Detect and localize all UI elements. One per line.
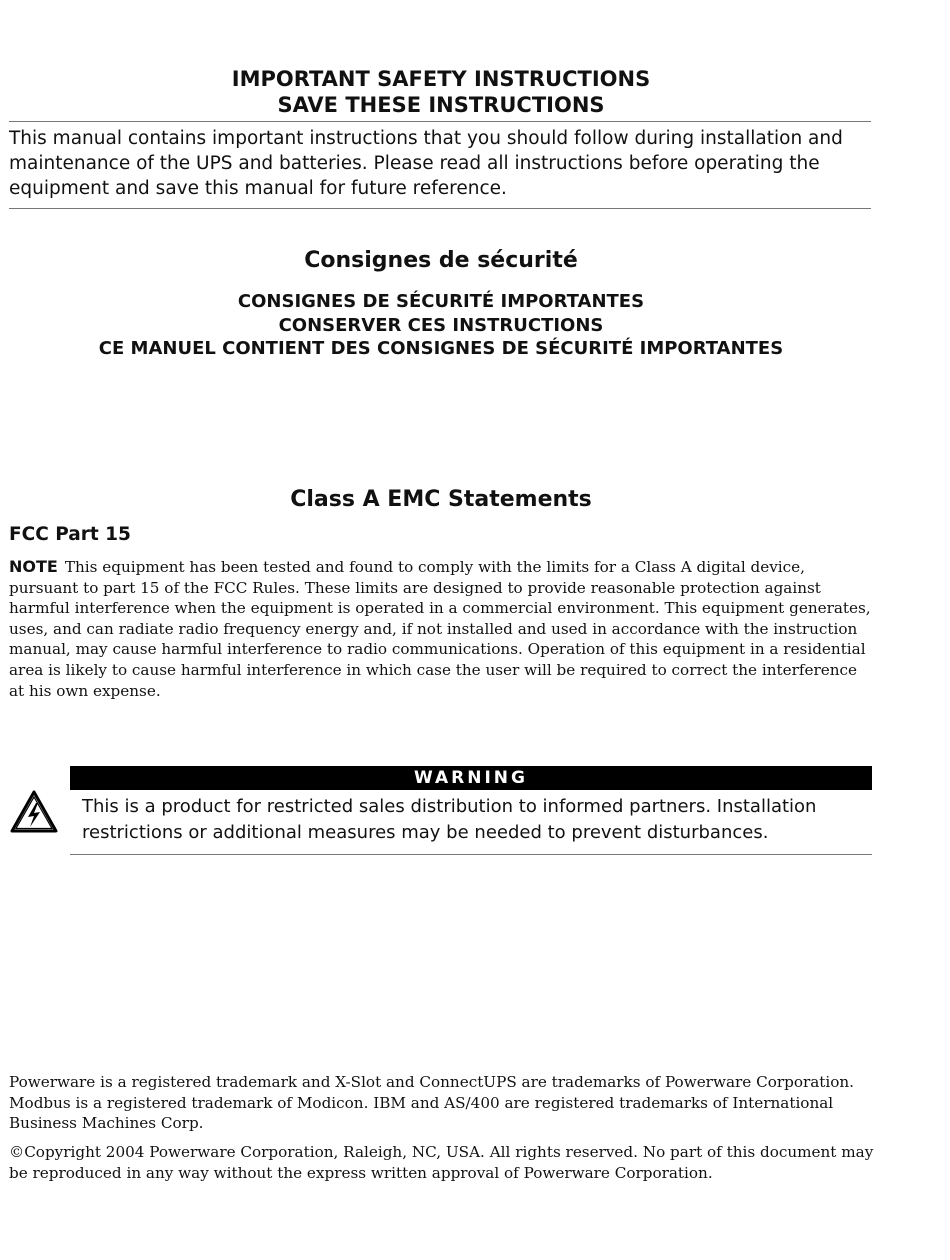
note-text: This equipment has been tested and found to comply with the limits for a Class A digital device, pursuant to part 15 of the FCC Rules. These limits are designed to provide reasonable protection against harmful interference when the equipment is operated in a commercial environment. This equipment generates, uses, and can radiate radio frequency energy and, if not installed and used in accordance with the instruction manual, may cause harmful interference to radio communications. Operation of this equipment in a residential area is likely to cause harmful interference in which case the user will be required to correct the interference at his own expense. bbox=[9, 558, 871, 700]
note-label: NOTE bbox=[9, 557, 58, 576]
warning-text: This is a product for restricted sales distribution to informed partners. Installation restrictions or additional measures may be needed to prevent disturbances. bbox=[82, 796, 817, 843]
divider bbox=[9, 208, 871, 209]
fcc-subtitle: FCC Part 15 bbox=[9, 524, 131, 545]
french-safety-title: Consignes de sécurité bbox=[304, 248, 578, 273]
french-line-2: CONSERVER CES INSTRUCTIONS bbox=[278, 314, 604, 336]
safety-header bbox=[9, 66, 873, 118]
intro-paragraph: This manual contains important instructions that you should follow during installation and maintenance of the UPS and batteries. Please read all instructions before operating the equipment and save this manual for future reference. bbox=[9, 128, 843, 199]
divider bbox=[70, 854, 872, 855]
french-line-1: CONSIGNES DE SÉCURITÉ IMPORTANTES bbox=[237, 291, 645, 312]
safety-title: IMPORTANT SAFETY INSTRUCTIONS bbox=[231, 67, 651, 91]
emc-title: Class A EMC Statements bbox=[290, 487, 592, 512]
french-safety-lines bbox=[9, 290, 873, 361]
electrical-hazard-icon bbox=[9, 789, 59, 835]
save-instructions-title: SAVE THESE INSTRUCTIONS bbox=[277, 93, 605, 117]
fcc-note bbox=[9, 557, 875, 701]
warning-banner: WARNING bbox=[70, 766, 872, 790]
french-line-3: CE MANUEL CONTIENT DES CONSIGNES DE SÉCURITÉ IMPORTANTES bbox=[98, 338, 784, 359]
trademarks-paragraph: Powerware is a registered trademark and X-Slot and ConnectUPS are trademarks of Powerware Corporation. Modbus is a registered trademark of Modicon. IBM and AS/400 are registered trademarks of International Business Machines Corp. bbox=[9, 1073, 854, 1133]
copyright-paragraph: ©Copyright 2004 Powerware Corporation, Raleigh, NC, USA. All rights reserved. No part of this document may be reproduced in any way without the express written approval of Powerware Corporation. bbox=[9, 1143, 874, 1182]
divider bbox=[9, 121, 871, 122]
